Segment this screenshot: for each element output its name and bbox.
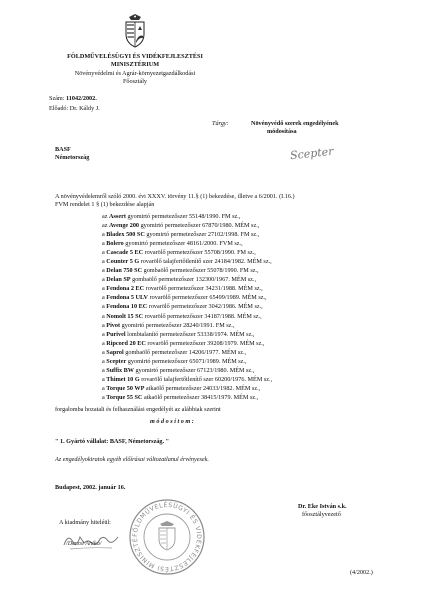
product-list-item	[102, 302, 272, 311]
product-description: rovarölő permetezőszer 55708/1990. FM sz.,	[144, 249, 256, 257]
subject-line1: Növényvédő szerek engedélyének	[251, 120, 339, 127]
handwritten-note: Scepter	[289, 144, 334, 163]
product-description: rovarölő permetezőszer 39208/1979. MÉM sz.,	[147, 339, 265, 347]
product-list-item	[102, 366, 272, 375]
product-description: gombaölő permetezőszer 55078/1990. FM sz.,	[143, 267, 259, 275]
product-description: gyomirtó permetezőszer 55148/1990. FM sz.,	[127, 213, 241, 220]
product-article: a	[102, 276, 105, 284]
product-description: gombaölő permetezőszer 132300/1967. MÉM sz.,	[132, 276, 256, 284]
product-name: Torque 50 WP	[106, 384, 145, 392]
product-description: rovarölő permetezőszer 3042/1986. MÉM sz.,	[148, 303, 263, 311]
product-name: Suffix BW	[106, 366, 134, 374]
product-name: Torque 55 SC	[106, 393, 143, 401]
product-article: az	[102, 222, 108, 230]
product-description: rovarölő talajfertőtlenítő szer 24184/1982. MÉM sz.,	[140, 258, 272, 266]
modify-heading: m ó d o s í t o m :	[150, 418, 194, 425]
coat-of-arms-emblem	[120, 14, 150, 48]
stamp-text: FÖLDMŰVELÉSÜGYI ÉS VIDÉKFEJLESZTÉSI MINISZTÉ	[131, 501, 203, 573]
product-article: a	[102, 339, 105, 347]
product-description: rovarölő permetezőszer 65499/1989. MÉM sz.,	[149, 294, 267, 302]
product-article: a	[102, 294, 105, 302]
product-article: a	[102, 375, 105, 383]
product-list-item	[102, 321, 272, 330]
place-and-date: Budapest, 2002. január 16.	[55, 484, 126, 491]
product-name: Purivel	[106, 330, 126, 338]
product-list-item	[102, 312, 272, 321]
product-list-item	[102, 275, 272, 284]
product-article: a	[102, 249, 105, 257]
product-list-item	[102, 330, 272, 339]
product-list-item	[102, 293, 272, 302]
product-article: a	[102, 303, 105, 311]
product-article: a	[102, 330, 105, 338]
official-stamp	[128, 498, 206, 576]
product-list-item	[102, 248, 272, 257]
product-description: gyomirtó permetezőszer 27102/1998. FM sz.,	[146, 231, 260, 239]
product-description: atkaölő permetezőszer 38415/1979. MÉM sz.,	[143, 393, 259, 401]
product-article: a	[102, 384, 105, 392]
product-article: a	[102, 348, 105, 356]
department-name: Növényvédelmi és Agrár-környezetgazdálkodási	[74, 70, 196, 77]
authorization-line: forgalomba hozatali és felhasználási engedélyét az alábbiak szerint	[55, 406, 221, 413]
product-name: Scepter	[106, 357, 127, 365]
product-name: Thimet 10 G	[106, 375, 140, 383]
product-name: Fendona 2 EC	[106, 285, 145, 293]
product-description: rovarölő permetezőszer 34231/1988. MÉM sz.,	[145, 285, 263, 293]
ministry-name-line2: MINISZTÉRIUM	[110, 60, 160, 68]
product-list-item	[102, 239, 272, 248]
product-list-item	[102, 375, 272, 384]
product-description: gyomirtó permetezőszer 67870/1980. MÉM sz.,	[140, 222, 260, 230]
department-name-line2: Főosztály	[122, 77, 148, 85]
product-article: a	[102, 312, 105, 320]
product-description: rovarölő permetezőszer 34187/1988. MÉM sz.,	[144, 312, 262, 320]
product-article: a	[102, 258, 105, 266]
product-name: Fendona 10 EC	[106, 303, 148, 311]
product-list	[102, 212, 272, 402]
product-name: Bladex 500 SC	[106, 231, 145, 239]
subject-label: Tárgy:	[212, 120, 229, 127]
product-description: gyomirtó permetezőszer 48161/2000. FVM sz.,	[125, 240, 243, 248]
reference-number: 11042/2002.	[66, 95, 97, 102]
product-list-item	[102, 266, 272, 275]
product-article: a	[102, 366, 105, 374]
product-name: Avenge 200	[109, 222, 140, 230]
product-name: Delan 750 SC	[106, 267, 143, 275]
product-article: a	[102, 321, 105, 329]
product-description: gyomirtó permetezőszer 28240/1991. FM sz.,	[121, 321, 235, 329]
product-name: Counter 5 G	[106, 258, 140, 266]
product-list-item	[102, 230, 272, 239]
ministry-name: FÖLDMŰVELÉSÜGYI ÉS VIDÉKFEJLESZTÉSI	[67, 53, 203, 60]
product-list-item	[102, 257, 272, 266]
product-description: lombtalanító permetezőszer 53338/1974. MÉM sz.,	[127, 330, 255, 338]
product-article: a	[102, 393, 105, 401]
intro-line-2: FVM rendelet 1 § (1) bekezdése alapján	[55, 200, 155, 208]
product-article: a	[102, 231, 105, 239]
product-article: a	[102, 357, 105, 365]
product-description: atkaölő permetezőszer 24033/1982. MÉM sz.,	[145, 384, 261, 392]
product-list-item	[102, 284, 272, 293]
product-name: Pivot	[106, 321, 121, 329]
recipient-country: Németország	[55, 153, 90, 161]
product-name: Assert	[109, 213, 126, 220]
product-list-item	[102, 221, 272, 230]
product-name: Bolero	[106, 240, 124, 248]
signer-name: Dr. Eke István s.k.	[298, 503, 347, 510]
product-description: gyomirtó permetezőszer 67123/1980. MÉM sz.,	[135, 366, 255, 374]
clerk-line: Előadó: Dr. Káldy J.	[49, 105, 100, 112]
intro-line-1: A növényvédelemről szóló 2000. évi XXXV. törvény 11.§ (1) bekezdése, illetve a 6/2001. (I.16.)	[55, 193, 295, 200]
unchanged-terms-line: Az engedélyokiratok egyéb előírásai változatlanul érvényesek.	[55, 456, 209, 463]
product-description: gombaölő permetezőszer 14206/1977. MÉM sz.,	[125, 348, 247, 356]
product-list-item	[102, 348, 272, 357]
product-name: Ripcord 20 EC	[106, 339, 146, 347]
product-description: gyomirtó permetezőszer 65071/1989. MÉM sz.,	[127, 357, 247, 365]
product-article: a	[102, 285, 105, 293]
recipient-company: BASF	[55, 146, 71, 153]
product-list-item	[102, 212, 272, 221]
product-description: rovarölő talajfertőtlenítő szer 60200/1976. MÉM sz.,	[141, 375, 273, 383]
issuer-name: /Derzsi Anikó/	[66, 540, 102, 547]
product-list-item	[102, 339, 272, 348]
subject-line2: módosítása	[267, 127, 297, 135]
product-name: Cascade 5 EC	[106, 249, 144, 257]
form-code: (4/2002.)	[350, 569, 373, 576]
product-name: Saprol	[106, 348, 124, 356]
manufacturer-change-line: " 1. Gyártó vállalat: BASF, Németország. "	[55, 438, 170, 445]
product-article: a	[102, 267, 105, 275]
authentication-label: A kiadmány hiteléül:	[59, 519, 111, 526]
product-article: a	[102, 240, 105, 248]
product-name: Nomolt 15 SC	[106, 312, 144, 320]
product-list-item	[102, 384, 272, 393]
product-name: Fendona 5 ULV	[106, 294, 149, 302]
signer-title: főosztályvezető	[302, 510, 341, 518]
reference-number-label: Szám:	[49, 95, 65, 102]
product-name: Delan SP	[106, 276, 131, 284]
product-list-item	[102, 393, 272, 402]
product-list-item	[102, 357, 272, 366]
product-article: az	[102, 213, 108, 220]
